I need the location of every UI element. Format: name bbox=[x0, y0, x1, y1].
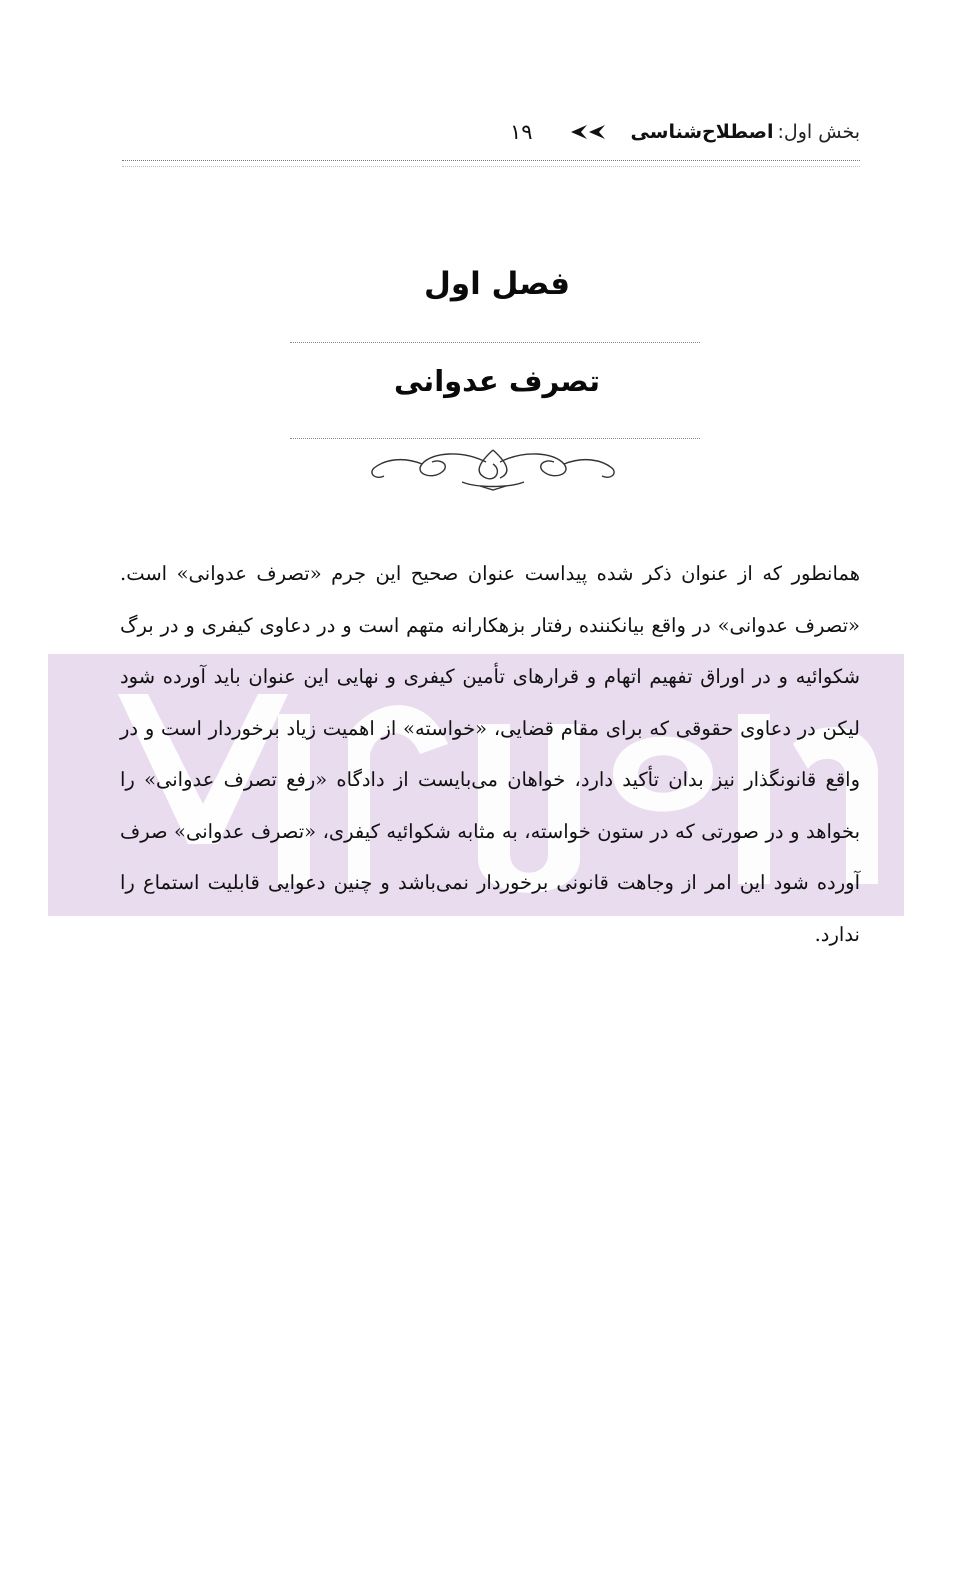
header-divider bbox=[122, 160, 860, 161]
header-title: اصطلاح‌شناسی bbox=[630, 121, 774, 143]
flourish-ornament-icon bbox=[362, 442, 624, 492]
page-number: ۱۹ bbox=[509, 120, 533, 144]
title-divider-bottom bbox=[290, 438, 700, 439]
title-divider-top bbox=[290, 342, 700, 343]
header-section-label: بخش اول: bbox=[777, 121, 860, 143]
header-divider-secondary bbox=[122, 166, 860, 167]
running-header bbox=[120, 112, 860, 152]
chapter-label: فصل اول bbox=[423, 266, 571, 302]
body-paragraph: همانطور که از عنوان ذکر شده پیداست عنوان صحیح این جرم «تصرف عدوانی» است. «تصرف عدوانی» در واقع بیانکننده رفتار بزهکارانه متهم است و در دعاوی کیفری و در برگ شکوائیه و در اوراق تفهیم اتهام و قرارهای تأمین کیفری و نهایی این عنوان باید آورده شود لیکن در دعاوی حقوقی که برای مقام قضایی، «خواسته» از اهمیت زیاد برخوردار است و در واقع قانونگذار نیز بدان تأکید دارد، خواهان می‌بایست از دادگاه «رفع تصرف عدوانی» را بخواهد و در صورتی که در ستون خواسته، به مثابه شکوائیه کیفری، «تصرف عدوانی» صرف آورده شود این امر از وجاهت قانونی برخوردار نمی‌باشد و چنین دعوایی قابلیت استماع را ندارد. bbox=[120, 562, 860, 946]
chapter-title: تصرف عدوانی bbox=[393, 364, 601, 398]
double-chevron-left-icon bbox=[567, 122, 609, 142]
